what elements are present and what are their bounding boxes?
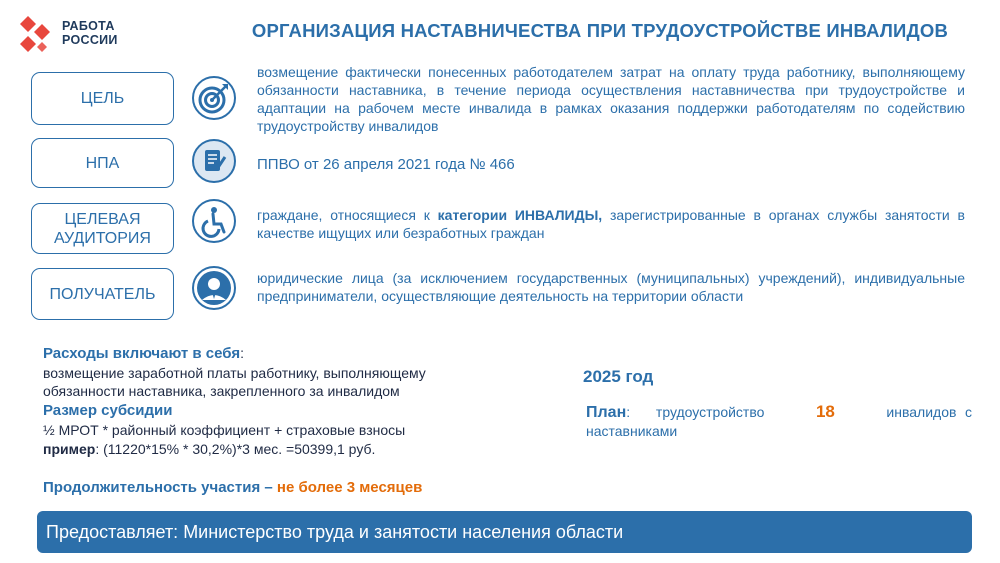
goal-description: возмещение фактически понесенных работодателем затрат на оплату труда работнику, выполняющему обязанности наставника, в течение периода осуществления наставничества при трудоустройстве и адаптации на рабочем месте инвалида в рамках оказания поддержки работодателям по содействию трудоустройству инвалидов xyxy=(257,64,965,134)
duration: Продолжительность участия – не более 3 месяцев xyxy=(43,479,423,496)
subsidy-example: пример: (11220*15% * 30,2%)*3 мес. =50399,1 руб. xyxy=(43,441,376,457)
expenses-heading: Расходы включают в себя: xyxy=(43,345,244,362)
target-audience-description: граждане, относящиеся к категории ИНВАЛИДЫ, зарегистрированные в органах службы занятости в качестве ищущих или безработных граждан xyxy=(257,207,965,241)
subsidy-formula: ½ МРОТ * районный коэффициент + страховые взносы xyxy=(43,422,406,438)
plan-year: 2025 год xyxy=(583,367,654,386)
expenses-text: возмещение заработной платы работнику, выполняющему обязанности наставника, закрепленного за инвалидом xyxy=(43,365,426,399)
plan-text: План: трудоустройство 18 инвалидов с наставниками xyxy=(586,402,973,439)
document-pen-icon xyxy=(192,139,236,183)
rabota-rossii-logo-icon xyxy=(20,14,60,54)
target-icon xyxy=(192,76,236,120)
plan-number: 18 xyxy=(815,402,835,421)
npa-description: ППВО от 26 апреля 2021 года № 466 xyxy=(257,156,515,173)
person-icon xyxy=(192,266,236,310)
logo-text: РАБОТА РОССИИ xyxy=(62,19,118,47)
label-goal: ЦЕЛЬ xyxy=(31,72,174,125)
label-recipient: ПОЛУЧАТЕЛЬ xyxy=(31,268,174,320)
label-target-audience: ЦЕЛЕВАЯ АУДИТОРИЯ xyxy=(31,203,174,254)
recipient-description: юридические лица (за исключением государственных (муниципальных) учреждений), индивидуальные предприниматели, осуществляющие деятельность на территории области xyxy=(257,270,965,304)
page-title: ОРГАНИЗАЦИЯ НАСТАВНИЧЕСТВА ПРИ ТРУДОУСТРОЙСТВЕ ИНВАЛИДОВ xyxy=(251,20,949,41)
provider-banner: Предоставляет: Министерство труда и занятости населения области xyxy=(37,511,972,553)
subsidy-heading: Размер субсидии xyxy=(43,402,173,419)
label-npa: НПА xyxy=(31,138,174,188)
wheelchair-icon xyxy=(192,199,236,243)
